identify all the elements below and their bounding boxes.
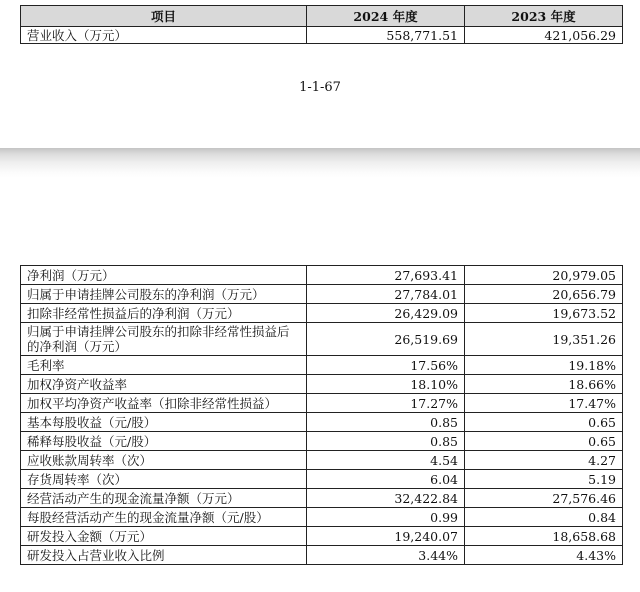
- header-2024: 2024 年度: [307, 6, 465, 27]
- row-label: 每股经营活动产生的现金流量净额（元/股）: [21, 508, 307, 527]
- value-2024: 26,519.69: [307, 323, 465, 356]
- table-row: [21, 451, 623, 470]
- row-label: 经营活动产生的现金流量净额（万元）: [21, 489, 307, 508]
- value-2023: 0.65: [465, 413, 623, 432]
- value-2024: 19,240.07: [307, 527, 465, 546]
- table-body: [21, 266, 623, 565]
- table-row: [21, 27, 623, 44]
- table-row: [21, 375, 623, 394]
- value-2024: 4.54: [307, 451, 465, 470]
- row-label: 营业收入（万元）: [21, 27, 307, 44]
- header-item: 项目: [21, 6, 307, 27]
- value-2024: 3.44%: [307, 546, 465, 565]
- table-row: [21, 470, 623, 489]
- value-2023: 5.19: [465, 470, 623, 489]
- table-row: [21, 394, 623, 413]
- value-2023: 18.66%: [465, 375, 623, 394]
- table-row: [21, 323, 623, 356]
- table-row: [21, 546, 623, 565]
- row-label: 稀释每股收益（元/股）: [21, 432, 307, 451]
- value-2024: 0.99: [307, 508, 465, 527]
- value-2024: 17.27%: [307, 394, 465, 413]
- value-2023: 19.18%: [465, 356, 623, 375]
- row-label: 加权平均净资产收益率（扣除非经常性损益）: [21, 394, 307, 413]
- header-2023: 2023 年度: [465, 6, 623, 27]
- table-row: [21, 413, 623, 432]
- value-2023: 20,979.05: [465, 266, 623, 285]
- row-label: 应收账款周转率（次）: [21, 451, 307, 470]
- value-2024: 17.56%: [307, 356, 465, 375]
- row-label: 基本每股收益（元/股）: [21, 413, 307, 432]
- financial-table-top: [20, 5, 623, 44]
- value-2024: 6.04: [307, 470, 465, 489]
- row-label: 归属于申请挂牌公司股东的扣除非经常性损益后的净利润（万元）: [21, 323, 307, 356]
- value-2023: 4.43%: [465, 546, 623, 565]
- value-2024: 26,429.09: [307, 304, 465, 323]
- value-2023: 0.84: [465, 508, 623, 527]
- row-label: 净利润（万元）: [21, 266, 307, 285]
- table-row: [21, 304, 623, 323]
- value-2023: 17.47%: [465, 394, 623, 413]
- table-row: [21, 432, 623, 451]
- value-2024: 32,422.84: [307, 489, 465, 508]
- value-2023: 421,056.29: [465, 27, 623, 44]
- value-2023: 18,658.68: [465, 527, 623, 546]
- row-label: 毛利率: [21, 356, 307, 375]
- value-2023: 19,673.52: [465, 304, 623, 323]
- page-break-gap: [0, 148, 640, 178]
- value-2023: 19,351.26: [465, 323, 623, 356]
- value-2023: 0.65: [465, 432, 623, 451]
- financial-table-bottom: [20, 265, 623, 565]
- table-row: [21, 489, 623, 508]
- table-row: [21, 508, 623, 527]
- table-row: [21, 356, 623, 375]
- row-label: 研发投入金额（万元）: [21, 527, 307, 546]
- row-label: 研发投入占营业收入比例: [21, 546, 307, 565]
- row-label: 扣除非经常性损益后的净利润（万元）: [21, 304, 307, 323]
- value-2024: 27,784.01: [307, 285, 465, 304]
- table-header-row: [21, 6, 623, 27]
- value-2024: 27,693.41: [307, 266, 465, 285]
- value-2023: 4.27: [465, 451, 623, 470]
- value-2024: 0.85: [307, 413, 465, 432]
- value-2023: 20,656.79: [465, 285, 623, 304]
- row-label: 归属于申请挂牌公司股东的净利润（万元）: [21, 285, 307, 304]
- value-2023: 27,576.46: [465, 489, 623, 508]
- table-row: [21, 266, 623, 285]
- table-row: [21, 285, 623, 304]
- row-label: 加权净资产收益率: [21, 375, 307, 394]
- page-number: 1-1-67: [299, 80, 341, 95]
- value-2024: 558,771.51: [307, 27, 465, 44]
- value-2024: 0.85: [307, 432, 465, 451]
- value-2024: 18.10%: [307, 375, 465, 394]
- table-row: [21, 527, 623, 546]
- row-label: 存货周转率（次）: [21, 470, 307, 489]
